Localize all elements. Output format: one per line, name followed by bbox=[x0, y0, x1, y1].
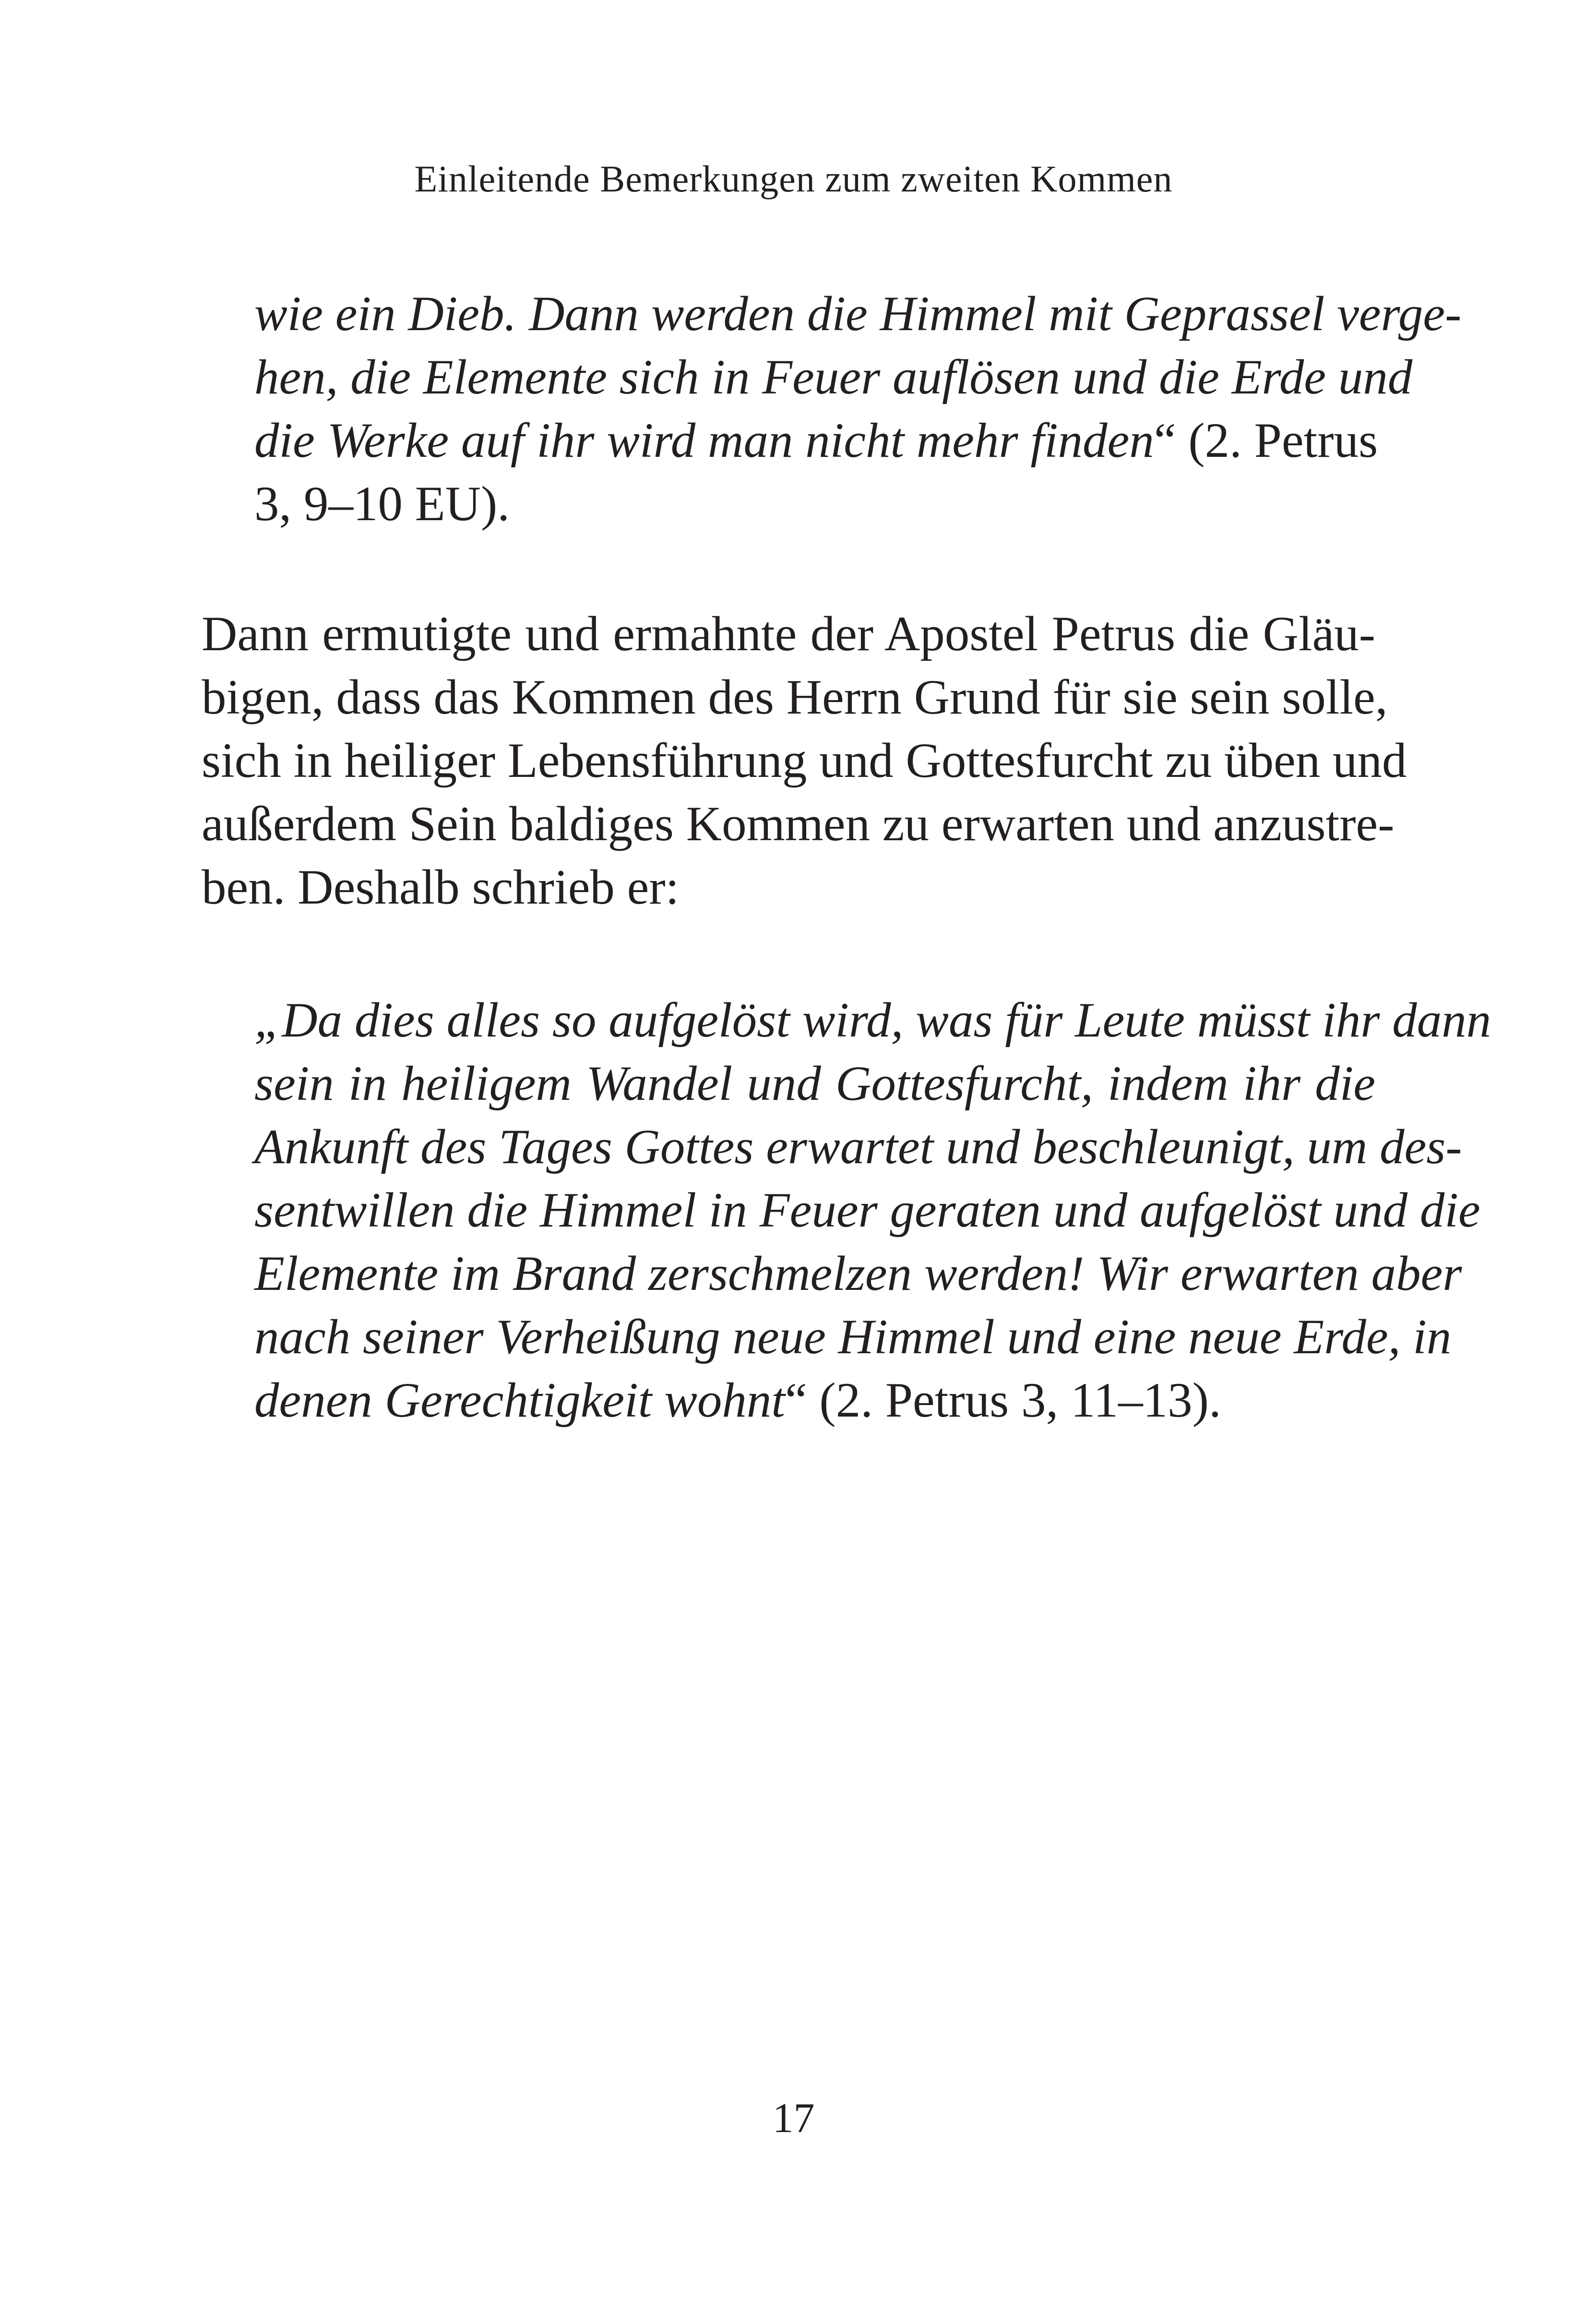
quote-line: nach seiner Verheißung neue Himmel und eine neue Erde, in bbox=[254, 1310, 1452, 1364]
paragraph-line: bigen, dass das Kommen des Herrn Grund für sie sein solle, bbox=[202, 670, 1388, 725]
quote-citation-continued: 3, 9–10 EU). bbox=[254, 477, 510, 531]
bible-quote-2-peter-3-11-13 bbox=[254, 989, 1492, 1432]
bible-quote-2-peter-3-9-10 bbox=[254, 282, 1462, 536]
running-header: Einleitende Bemerkungen zum zweiten Kommen bbox=[414, 158, 1173, 200]
quote-line: sein in heiligem Wandel und Gottesfurcht, indem ihr die bbox=[254, 1056, 1375, 1111]
quote-line bbox=[254, 409, 1378, 472]
quote-line: Ankunft des Tages Gottes erwartet und beschleunigt, um des- bbox=[254, 1120, 1462, 1174]
quote-line: Elemente im Brand zerschmelzen werden! Wir erwarten aber bbox=[254, 1246, 1462, 1301]
paragraph-line: sich in heiliger Lebensführung und Gottesfurcht zu üben und bbox=[202, 733, 1407, 788]
quote-citation: “ (2. Petrus bbox=[1154, 413, 1378, 468]
page-number: 17 bbox=[772, 2095, 815, 2142]
quote-line: „Da dies alles so aufgelöst wird, was für Leute müsst ihr dann bbox=[254, 993, 1492, 1048]
quote-line: sentwillen die Himmel in Feuer geraten und aufgelöst und die bbox=[254, 1183, 1480, 1238]
quote-citation: “ (2. Petrus 3, 11–13). bbox=[785, 1373, 1221, 1428]
quote-text: denen Gerechtigkeit wohnt bbox=[254, 1373, 785, 1428]
quote-line bbox=[254, 1369, 1375, 1432]
paragraph-line: ben. Deshalb schrieb er: bbox=[202, 860, 680, 915]
body-paragraph bbox=[202, 602, 1407, 919]
quote-text: die Werke auf ihr wird man nicht mehr finden bbox=[254, 413, 1154, 468]
paragraph-line: Dann ermutigte und ermahnte der Apostel Petrus die Gläu- bbox=[202, 607, 1375, 661]
paragraph-line: außerdem Sein baldiges Kommen zu erwarten und anzustre- bbox=[202, 797, 1395, 851]
quote-line: wie ein Dieb. Dann werden die Himmel mit Geprassel verge- bbox=[254, 286, 1462, 341]
quote-line: hen, die Elemente sich in Feuer auflösen und die Erde und bbox=[254, 350, 1413, 405]
